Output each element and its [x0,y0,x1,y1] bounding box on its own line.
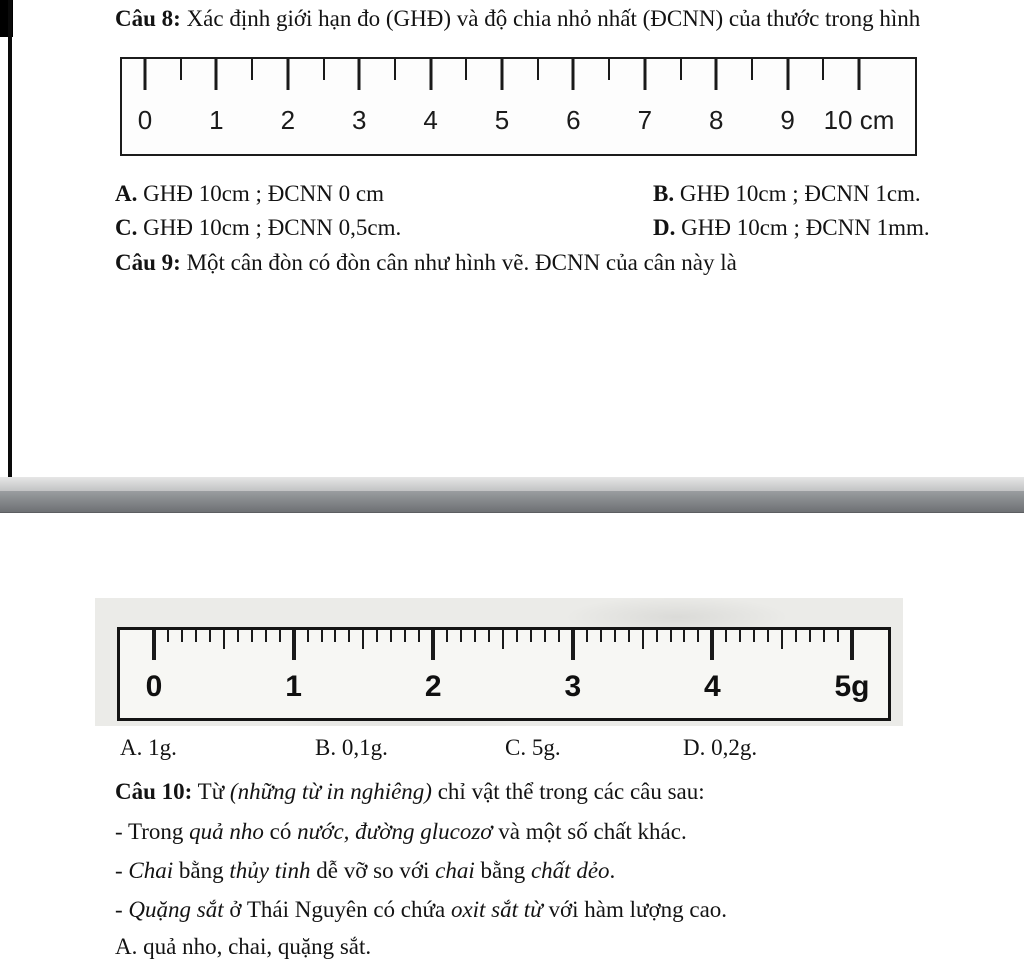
q10-option-a-text: quả nho, chai, quặng sắt. [137,934,372,959]
q8-option-d-letter: D. [653,215,676,240]
section-divider-light [0,477,1024,491]
q8-title-text: Xác định giới hạn đo (GHĐ) và độ chia nhỏ nhất (ĐCNN) của thước trong hình [180,6,921,31]
q10-title-label: Câu 10: [115,779,193,804]
q10-title [115,778,705,806]
q10-b2-s4: thủy tinh [229,858,311,883]
q10-b1-s4: nước, đường glucozơ [297,819,493,844]
q10-option-a [115,933,371,961]
q10-bullet-1 [115,818,687,846]
q9-option-c: C. 5g. [505,735,561,760]
q8-option-c-text: GHĐ 10cm ; ĐCNN 0,5cm. [137,215,402,240]
q10-b3-s2: Quặng sắt [128,897,224,922]
q8-option-b-text: GHĐ 10cm ; ĐCNN 1cm. [674,181,921,206]
q8-title-label: Câu 8: [115,6,181,31]
page-edge-line [8,0,12,478]
q8-title [115,5,920,33]
beam-scale-figure [117,627,891,721]
q10-b2-s6: chai [435,858,475,883]
q9-option-d: D. 0,2g. [683,735,758,760]
q10-b3-s4: oxit sắt từ [450,897,543,922]
q10-b3-s1: - [115,897,129,922]
q10-b1-s3: có [263,819,298,844]
q10-b1-s2: quả nho [189,819,264,844]
q9-title [115,249,737,277]
q10-title-t2: (những từ in nghiêng) [229,779,432,804]
q10-title-t3: chỉ vật thể trong các câu sau: [431,779,705,804]
q10-bullet-3 [115,896,727,924]
q8-option-c [115,214,401,242]
q10-b2-s3: bằng [173,858,230,883]
q9-option-b: B. 0,1g. [315,735,388,760]
ruler-labels: 0 1 2 3 4 5 6 7 8 9 10 cm [137,105,895,135]
q8-option-b-letter: B. [653,181,675,206]
q10-b2-s5: dễ vỡ so với [310,858,436,883]
q10-b2-s7: bằng [474,858,531,883]
q10-b2-s1: - [115,858,129,883]
q8-option-a [115,180,384,208]
beam-labels: 0 1 2 3 4 5g [145,670,870,703]
q8-option-d [653,214,930,242]
q10-b2-s8: chất dẻo [530,858,610,883]
section-divider-dark [0,491,1024,513]
q9-title-label: Câu 9: [115,250,181,275]
q8-option-a-letter: A. [115,181,138,206]
q8-option-d-text: GHĐ 10cm ; ĐCNN 1mm. [675,215,930,240]
q9-title-text: Một cân đòn có đòn cân như hình vẽ. ĐCNN của cân này là [180,250,737,275]
q10-b2-s2: Chai [128,858,174,883]
q8-option-c-letter: C. [115,215,138,240]
q10-option-a-letter: A. [115,934,138,959]
q10-b3-s3: ở Thái Nguyên có chứa [223,897,451,922]
q8-option-b [653,180,921,208]
q10-b3-s5: với hàm lượng cao. [542,897,728,922]
q10-bullet-2 [115,857,615,885]
q9-option-a: A. 1g. [120,735,177,760]
q10-b1-s1: - Trong [115,819,190,844]
q10-b2-s9: . [609,858,616,883]
q10-title-t1: Từ [192,779,230,804]
q8-option-a-text: GHĐ 10cm ; ĐCNN 0 cm [137,181,384,206]
ruler-figure [120,57,917,156]
q10-b1-s5: và một số chất khác. [492,819,687,844]
